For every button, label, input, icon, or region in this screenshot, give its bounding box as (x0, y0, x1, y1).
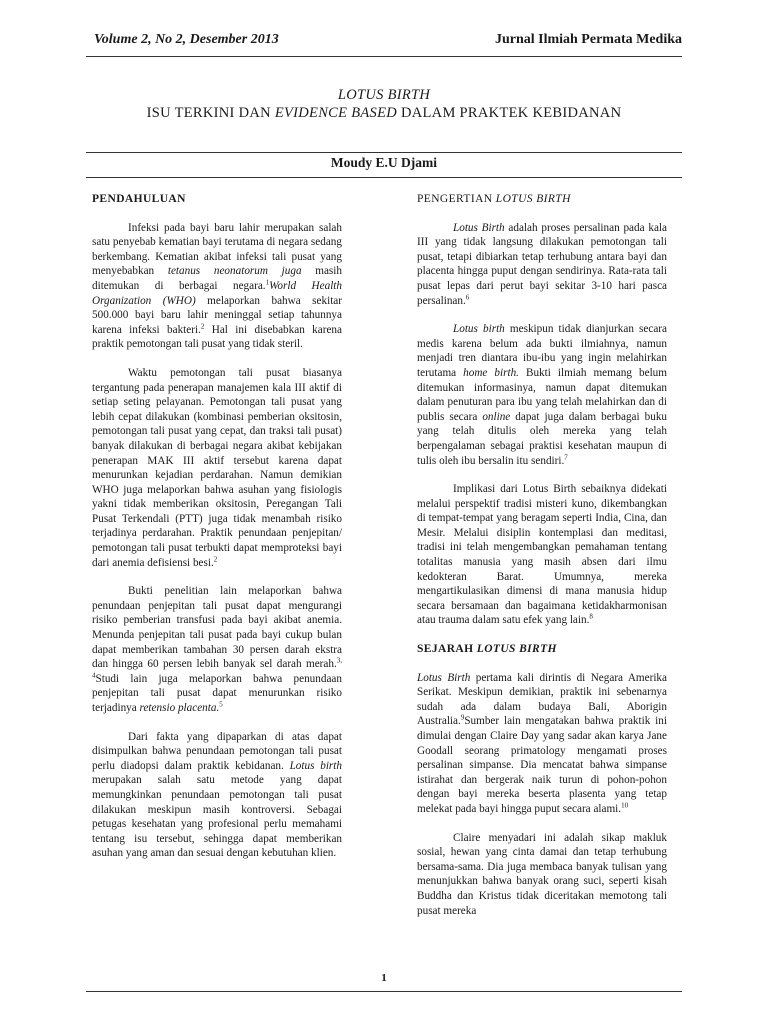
text-italic: World Health Organization (WHO) (92, 279, 342, 307)
paragraph (417, 322, 667, 468)
text: Implikasi dari Lotus Birth sebaiknya didekati melalui perspektif tradisi misteri kuno, dikembangkan di tempat-tempat yang beragam seperti India, Cina, dan Mesir. Melalui disiplin kontemplasi dan meditasi, tradisi ini telah mengembangkan pemahaman tentang totalitas manusia yang masih absen dari ilmu kedokteran Barat. Umumnya, mereka mengartikulasikan dimensi di mana manusia hidup secara bersamaan dan bagaimana ketidakharmonisan atau trauma dalam satu efek yang lain. (417, 483, 667, 627)
text: Studi lain juga melaporkan bahwa penundaan penjepitan tali pusat dapat menurunkan risiko terjadinya (92, 672, 342, 714)
heading-text-italic: LOTUS BIRTH (476, 643, 557, 656)
text-italic: home birth. (463, 366, 519, 379)
text: Claire menyadari ini adalah sikap makluk sosial, hewan yang cinta damai dan tetap terhubung bersama-sama. Dia juga membaca banyak tulisan yang menunjukkan bahwa banyak orang suci, seperti kisah Buddha dan Kristus tidak diceritakan memotong tali pusat mereka (417, 831, 667, 917)
title-line-2 (86, 104, 682, 122)
citation: 5 (219, 700, 223, 709)
text: meskipun tidak dianjurkan secara medis karena belum ada bukti ilmiahnya, namun menjadi tren diantara ibu-ibu yang ingin melahirkan terutama (417, 323, 667, 379)
citation: 6 (465, 292, 470, 301)
journal-name: Jurnal Ilmiah Permata Medika (494, 32, 682, 47)
paragraph (417, 831, 667, 919)
text: merupakan salah satu metode yang dapat memungkinkan penundaan pemotongan tali pusat dilakukan meskipun masih kontroversi. Sebagai petugas kesehatan yang profesional perlu memahami tentang isu tersebut, sehingga dapat memberikan asuhan yang aman dan sesuai dengan kebutuhan klien. (92, 774, 342, 860)
text: pertama kali dirintis di Negara Amerika Serikat. Meskipun demikian, praktik ini sebenarnya sudah ada dalam budaya Bali, Aborigin Australia. (417, 671, 667, 728)
text-italic: Lotus Birth (417, 671, 471, 684)
author-rule-bottom (86, 177, 682, 178)
title-line-1: LOTUS BIRTH (337, 87, 431, 103)
text: Bukti ilmiah memang belum ditemukan informasinya, namun dapat ditemukan dalam penuturan para ibu yang telah melahirkan dan di publis secara (417, 366, 667, 423)
section-heading-pengertian (417, 192, 667, 207)
text: Bukti penelitian lain melaporkan bahwa penundaan penjepitan tali pusat dapat mengurangi risiko pemberian transfusi pada bayi akibat anemia. Menunda penjepitan tali pusat pada bayi cukup bulan dapat memberikan tambahan 30 persen darah ekstra dan hingga 60 persen lebih banyak sel darah merah. (92, 585, 342, 671)
left-column (92, 192, 342, 875)
heading-text-italic: LOTUS BIRTH (495, 193, 571, 205)
author-name: Moudy E.U Djami (330, 155, 438, 170)
heading-text: PENGERTIAN (417, 193, 496, 205)
article-title (86, 86, 682, 122)
citation: 2 (213, 554, 218, 563)
citation: 8 (589, 612, 593, 621)
text-italic: retensio placenta. (139, 702, 220, 714)
text-italic: tetanus neonatorum juga (167, 265, 302, 278)
citation: 2 (200, 322, 205, 331)
paragraph (417, 221, 667, 309)
text: Waktu pemotongan tali pusat biasanya tergantung pada penerapan manajemen kala III aktif di setiap seting pelayanan. Pemotongan tali pusat yang lebih cepat dilakukan (kombinasi pemberian oksitosin, pemotongan tali pusat yang cepat, dan traksi tali pusat) banyak dilakukan di berbagai negara akibat kebijakan penerapan MAK III aktif tersebut karena dapat menurunkan kejadian perdarahan. Namun demikian WHO juga melaporkan bahwa asuhan yang fisiologis yakni tidak memberikan oksitosin, Peregangan Tali Pusat Terkendali (PTT) juga tidak menambah risiko terjadinya perdarahan. Praktik penundaan penjepitan/ pemotongan tali pusat terbukti dapat memproteksi bayi dari anemia defisiensi besi. (92, 366, 342, 569)
text: Dari fakta yang dipaparkan di atas dapat disimpulkan bahwa penundaan pemotongan tali pusat perlu diadopsi dalam praktik kebidanan. (92, 730, 342, 772)
text: adalah proses persalinan pada kala III yang tidak langsung dilakukan pemotongan tali pusat, tetapi dibiarkan tetap terhubung antara bayi dan placenta hingga puput dengan sendirinya. Rata-rata tali pusat lepas dari perut bayi sekitar 3-10 hari pasca persalinan. (417, 221, 667, 307)
paragraph (92, 366, 342, 570)
title-part: ISU TERKINI DAN (146, 105, 275, 121)
citation: 3, 4 (92, 656, 342, 680)
text: Infeksi pada bayi baru lahir merupakan salah satu penyebab kematian bayi terutama di negara sedang berkembang. Kematian akibat infeksi tali pusat yang menyebabkan (92, 221, 342, 278)
page-number: 1 (381, 972, 387, 984)
paragraph (92, 730, 342, 861)
paragraph (92, 584, 342, 715)
author-rule-top (86, 152, 682, 153)
title-part: DALAM PRAKTEK KEBIDANAN (397, 105, 622, 121)
text: melaporkan bahwa sekitar 500.000 bayi baru lahir meninggal setiap tahunnya karena infeksi bakteri. (92, 294, 343, 336)
text-italic: Lotus Birth (453, 221, 505, 234)
right-column (417, 192, 667, 932)
paragraph (417, 671, 667, 817)
paragraph (92, 221, 342, 352)
text-italic: Lotus birth (289, 759, 342, 772)
citation: 10 (621, 801, 629, 810)
volume-info: Volume 2, No 2, Desember 2013 (94, 32, 279, 47)
footer-rule (86, 991, 682, 992)
text-italic: online (482, 410, 511, 423)
citation: 1 (265, 278, 270, 287)
text-italic: Lotus birth (453, 323, 505, 336)
section-heading-sejarah (417, 642, 667, 657)
text: Hal ini disebabkan karena praktik pemotongan tali pusat yang tidak steril. (92, 323, 342, 351)
citation: 7 (564, 452, 568, 461)
citation: 9 (460, 713, 465, 722)
section-heading-pendahuluan: PENDAHULUAN (92, 193, 186, 205)
heading-text: SEJARAH (417, 643, 477, 656)
text: masih ditemukan di berbagai negara. (92, 265, 342, 292)
text: Sumber lain mengatakan bahwa praktik ini dimulai dengan Claire Day yang sadar akan karya Jane Goodall seorang primatology mengamati proses persalinan simpanse. Dia mencatat bahwa simpanse istirahat dan bergerak naik turun di pohon-pohon dengan bayi mereka beserta plasenta yang tetap melekat pada bayi hingga puput secara alami. (417, 715, 667, 815)
text: dapat juga dalam berbagai buku yang telah ditulis oleh mereka yang telah berpengalaman sebagai praktisi kesehatan maupun di tulis oleh ibu bersalin itu sendiri. (417, 410, 668, 467)
header-rule (86, 56, 682, 57)
title-part-italic: EVIDENCE BASED (274, 105, 398, 121)
running-header (86, 32, 682, 54)
paragraph (417, 482, 667, 628)
